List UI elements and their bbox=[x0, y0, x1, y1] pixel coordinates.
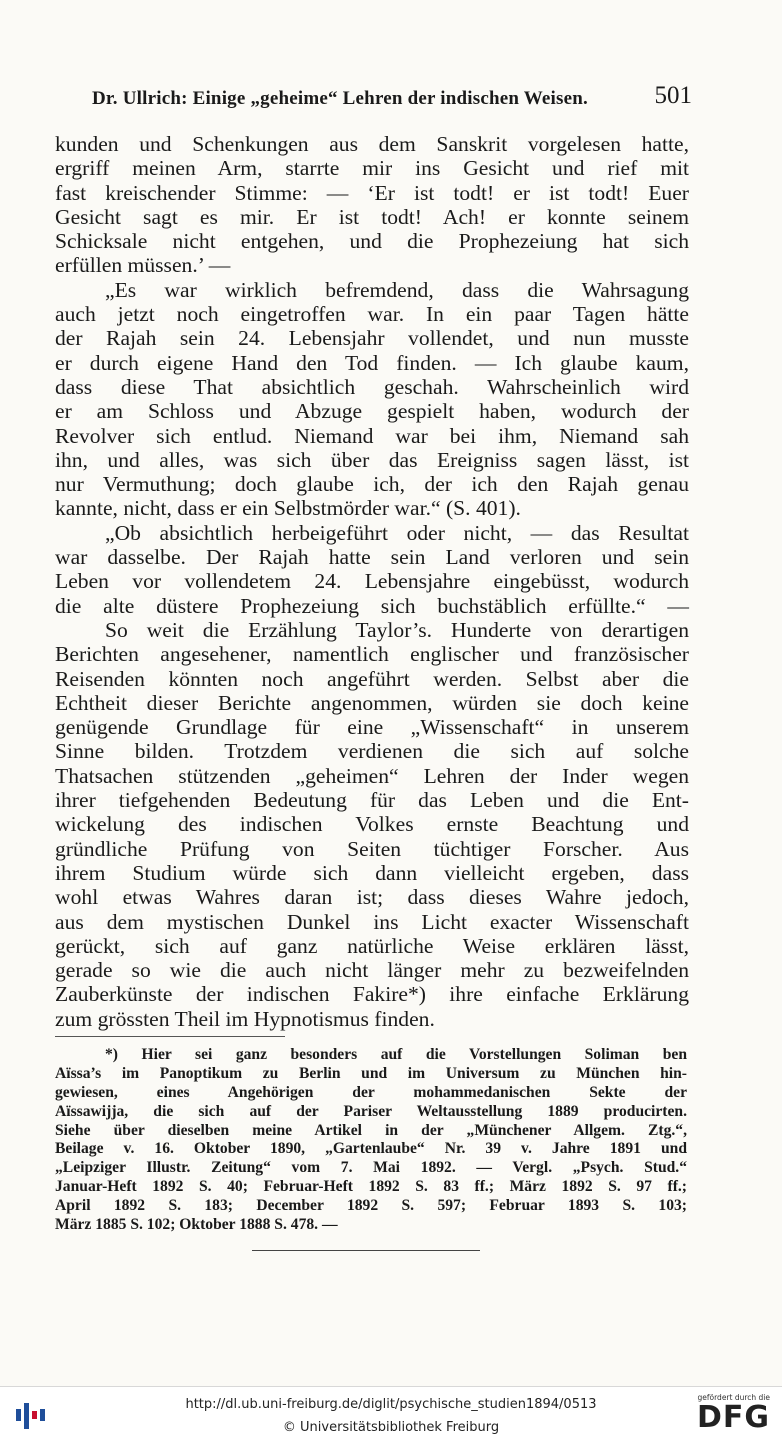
text-line: nur Vermuthung; doch glaube ich, der ich den Rajah genau bbox=[55, 472, 689, 497]
footnote-line: gewiesen, eines Angehörigen der mohammedanischen Sekte der bbox=[55, 1083, 687, 1101]
footnote-line: März 1885 S. 102; Oktober 1888 S. 478. — bbox=[55, 1216, 338, 1234]
text-line: Thatsachen stützenden „geheimen“ Lehren der Inder wegen bbox=[55, 763, 689, 788]
viewer-footer bbox=[0, 1386, 782, 1441]
text-line: kunden und Schenkungen aus dem Sanskrit vorgelesen hatte, bbox=[55, 132, 689, 156]
text-line: der Rajah sein 24. Lebensjahr vollendet, und nun musste bbox=[55, 326, 689, 351]
text-line: aus dem mystischen Dunkel ins Licht exacter Wissenschaft bbox=[55, 909, 689, 934]
running-header bbox=[92, 82, 692, 112]
text-line: Revolver sich entlud. Niemand war bei ihm, Niemand sah bbox=[55, 423, 689, 448]
text-line: wohl etwas Wahres daran ist; dass dieses Wahre jedoch, bbox=[55, 885, 689, 910]
text-line: genügende Grundlage für eine „Wissenschaft“ in unserem bbox=[55, 715, 689, 740]
footnote-line: April 1892 S. 183; December 1892 S. 597; Februar 1893 S. 103; bbox=[55, 1197, 687, 1215]
copyright-notice: © Universitätsbibliothek Freiburg bbox=[282, 1420, 500, 1435]
text-line: Echtheit dieser Berichte angenommen, würden sie doch keine bbox=[55, 690, 689, 715]
funder-note: gefördert durch die bbox=[697, 1393, 770, 1402]
text-line: Schicksale nicht entgehen, und die Prophezeiung hat sich bbox=[55, 229, 689, 254]
text-line: Leben vor vollendetem 24. Lebensjahre eingebüsst, wodurch bbox=[55, 569, 689, 594]
text-line: Reisenden könnten noch angeführt werden. Selbst aber die bbox=[55, 666, 689, 691]
text-line: gründliche Prüfung von Seiten tüchtiger Forscher. Aus bbox=[55, 836, 689, 861]
text-line: die alte düstere Prophezeiung sich buchstäblich erfüllte.“ — bbox=[55, 593, 689, 618]
text-line: „Es war wirklich befremdend, dass die Wahrsagung bbox=[105, 277, 689, 302]
text-line: erfüllen müssen.’ — bbox=[55, 253, 231, 278]
main-text bbox=[55, 132, 689, 1031]
text-line: So weit die Erzählung Taylor’s. Hunderte von derartigen bbox=[105, 617, 689, 642]
permalink-url[interactable]: http://dl.ub.uni-freiburg.de/diglit/psychische_studien1894/0513 bbox=[185, 1397, 597, 1412]
page-number: 501 bbox=[654, 82, 692, 109]
text-line: wickelung des indischen Volkes ernste Beachtung und bbox=[55, 812, 689, 837]
text-line: fast kreischender Stimme: — ‘Er ist todt! er ist todt! Euer bbox=[55, 180, 689, 205]
footnote-block bbox=[55, 1046, 687, 1235]
text-line: er am Schloss und Abzuge gespielt haben, wodurch der bbox=[55, 399, 689, 424]
text-line: gerückt, sich auf ganz natürliche Weise erklären lässt, bbox=[55, 933, 689, 958]
dfg-logo-text: DFG bbox=[696, 1400, 770, 1435]
text-line: zum grössten Theil im Hypnotismus finden. bbox=[55, 1006, 435, 1031]
text-line: er durch eigene Hand den Tod finden. — Ich glaube kaum, bbox=[55, 350, 689, 375]
text-line: kannte, nicht, dass er ein Selbstmörder war.“ (S. 401). bbox=[55, 496, 521, 521]
footnote-separator bbox=[55, 1036, 285, 1037]
running-title: Dr. Ullrich: Einige „geheime“ Lehren der indischen Weisen. bbox=[92, 88, 588, 109]
text-line: Sinne bilden. Trotzdem verdienen die sich auf solche bbox=[55, 739, 689, 764]
text-line: gerade so wie die auch nicht länger mehr zu bezweifelnden bbox=[55, 958, 689, 983]
text-line: ihn, und alles, was sich über das Ereigniss sagen lässt, ist bbox=[55, 447, 689, 472]
footnote-line: Januar-Heft 1892 S. 40; Februar-Heft 1892 S. 83 ff.; März 1892 S. 97 ff.; bbox=[55, 1178, 687, 1196]
end-rule bbox=[252, 1250, 480, 1251]
text-line: auch jetzt noch eingetroffen war. In ein paar Tagen hätte bbox=[55, 302, 689, 327]
text-line: war dasselbe. Der Rajah hatte sein Land verloren und sein bbox=[55, 545, 689, 570]
footnote-line: *) Hier sei ganz besonders auf die Vorstellungen Soliman ben bbox=[105, 1046, 687, 1063]
footnote-line: Beilage v. 16. Oktober 1890, „Gartenlaube“ Nr. 39 v. Jahre 1891 und bbox=[55, 1140, 687, 1158]
text-line: ihrer tiefgehenden Bedeutung für das Leben und die Ent- bbox=[55, 788, 689, 813]
text-line: Berichten angesehener, namentlich englischer und französischer bbox=[55, 642, 689, 667]
text-line: Zauberkünste der indischen Fakire*) ihre einfache Erklärung bbox=[55, 982, 689, 1007]
dfg-funder-logo bbox=[694, 1393, 770, 1437]
footnote-line: „Leipziger Illustr. Zeitung“ vom 7. Mai 1892. — Vergl. „Psych. Stud.“ bbox=[55, 1159, 687, 1177]
footnote-line: Aïssa’s im Panoptikum zu Berlin und im Universum zu München hin- bbox=[55, 1064, 687, 1082]
text-line: ergriff meinen Arm, starrte mir ins Gesicht und rief mit bbox=[55, 156, 689, 181]
text-line: Gesicht sagt es mir. Er ist todt! Ach! er konnte seinem bbox=[55, 204, 689, 229]
text-line: „Ob absichtlich herbeigeführt oder nicht, — das Resultat bbox=[105, 520, 689, 545]
text-line: ihrem Studium würde sich dann vielleicht ergeben, dass bbox=[55, 860, 689, 885]
text-line: dass diese That absichtlich geschah. Wahrscheinlich wird bbox=[55, 374, 689, 399]
footnote-line: Aïssawijja, die sich auf der Pariser Weltausstellung 1889 producirten. bbox=[55, 1102, 687, 1120]
footnote-line: Siehe über dieselben meine Artikel in der „Münchener Allgem. Ztg.“, bbox=[55, 1121, 687, 1139]
